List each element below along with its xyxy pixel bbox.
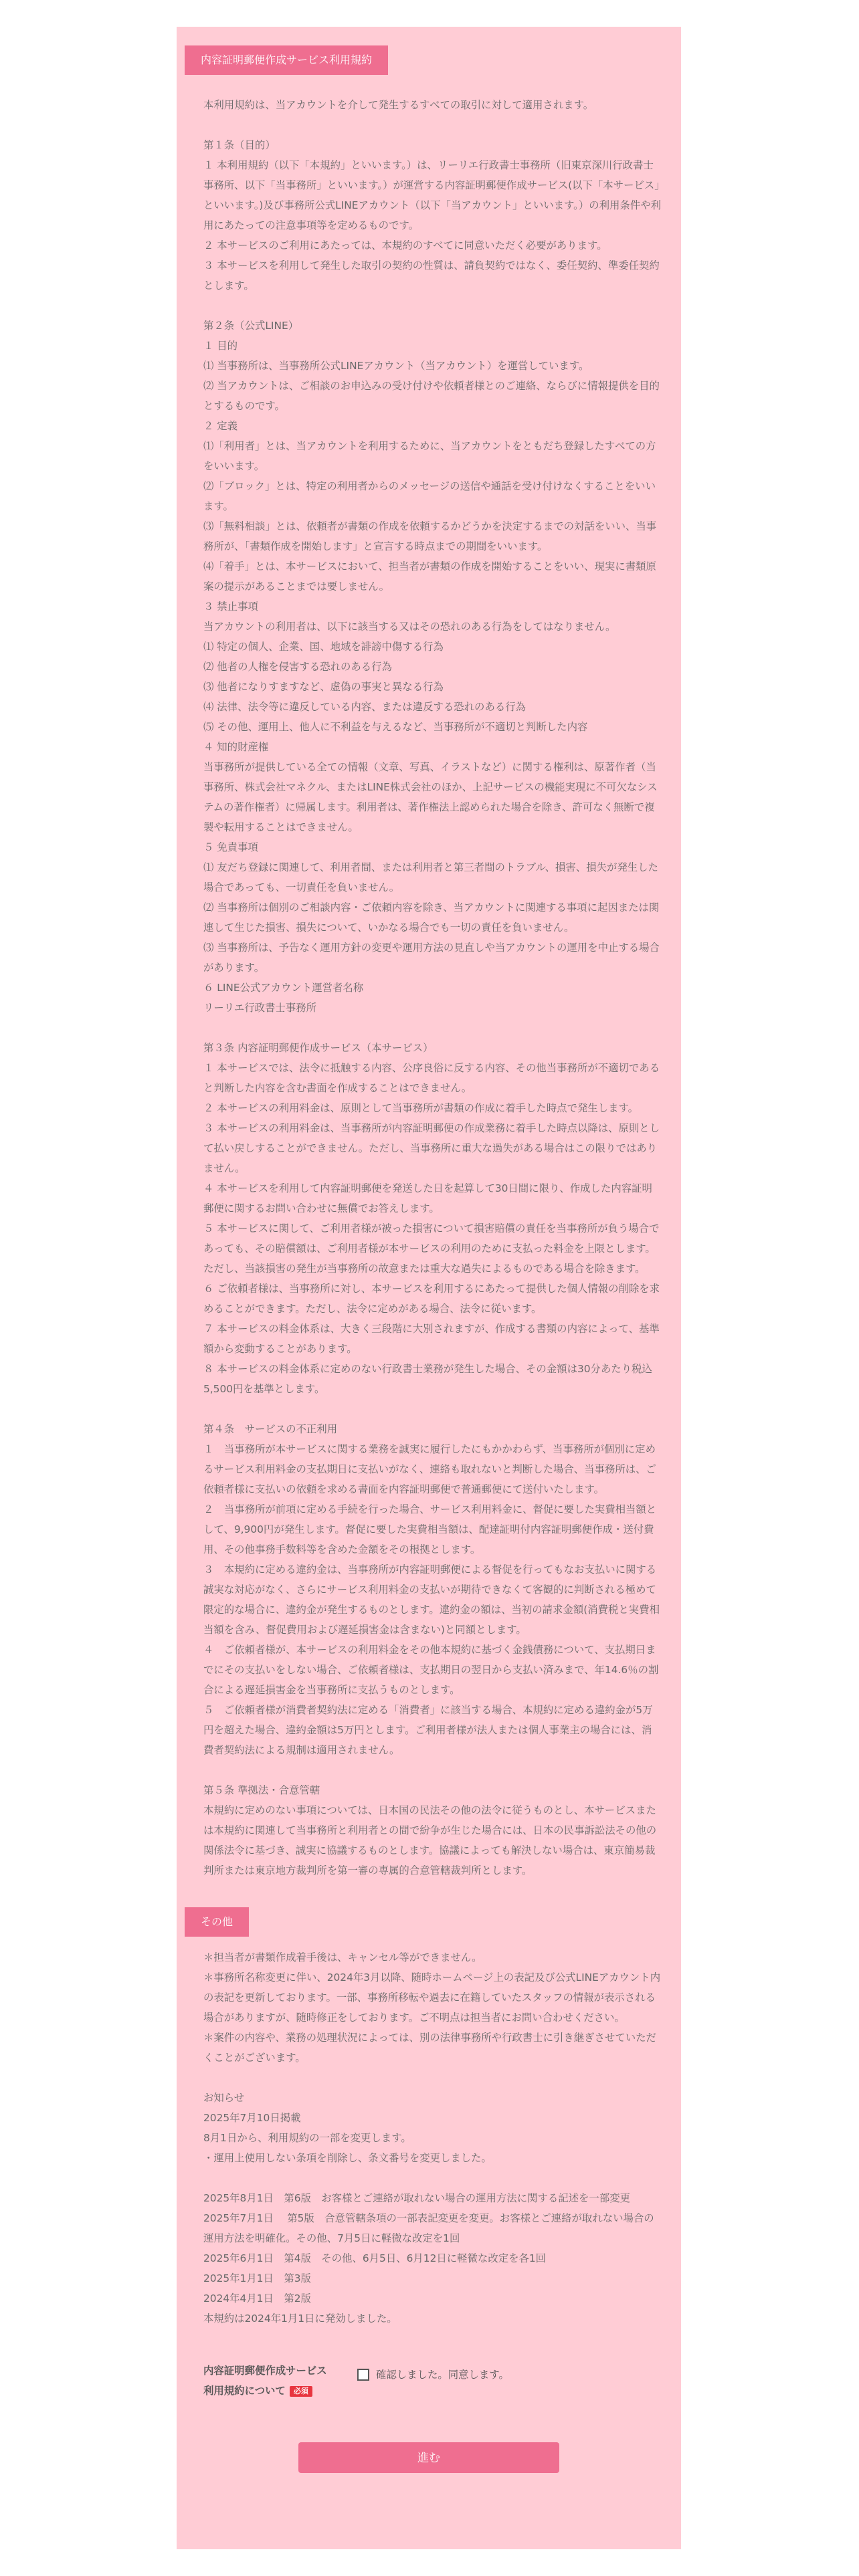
agree-checkbox[interactable] (357, 2369, 369, 2381)
paragraph-gap (203, 1399, 661, 1419)
agreement-row (177, 2361, 681, 2401)
paragraph: ＊担当者が書類作成着手後は、キャンセル等ができません。 (203, 1951, 482, 1963)
paragraph: ３ 本サービスを利用して発生した取引の契約の性質は、請負契約ではなく、委任契約、準委任契約とします。 (203, 259, 660, 292)
paragraph: 本規約は2024年1月1日に発効しました。 (203, 2313, 397, 2325)
paragraph: ６ ご依頼者様は、当事務所に対し、本サービスを利用するにあたって提供した個人情報の削除を求めることができます。ただし、法令に定めがある場合、法令に従います。 (203, 1283, 660, 1315)
submit-button[interactable]: 進む (298, 2442, 559, 2473)
paragraph: ２ 本サービスの利用料金は、原則として当事務所が書類の作成に着手した時点で発生します。 (203, 1102, 639, 1114)
paragraph: ２ 定義 (203, 420, 238, 432)
paragraph: ⑵ 当アカウントは、ご相談のお申込みの受け付けや依頼者様とのご連絡、ならびに情報提供を目的とするものです。 (203, 380, 660, 412)
paragraph: ⑵「ブロック」とは、特定の利用者からのメッセージの送信や通話を受け付けなくすることをいいます。 (203, 480, 656, 512)
paragraph: 2024年4月1日 第2版 (203, 2292, 311, 2304)
paragraph: 第４条 サービスの不正利用 (203, 1423, 338, 1435)
paragraph: ５ 免責事項 (203, 841, 258, 853)
paragraph: １ 当事務所が本サービスに関する業務を誠実に履行したにもかかわらず、当事務所が個別に定めるサービス利用料金の支払期日に支払いがなく、連絡も取れないと判断した場合、当事務所は、ご依頼者様に支払いの依頼を求める書面を内容証明郵便で普通郵便にて送付いたします。 (203, 1443, 656, 1495)
paragraph: ２ 当事務所が前項に定める手続を行った場合、サービス利用料金に、督促に要した実費相当額として、9,900円が発生します。督促に要した実費相当額は、配達証明付内容証明郵便作成・送付費用、その他事務手数料等を含めた金額をその根拠とします。 (203, 1503, 657, 1555)
paragraph: ＊案件の内容や、業務の処理状況によっては、別の法律事務所や行政書士に引き継ぎさせていただくことがございます。 (203, 2032, 656, 2064)
paragraph: ⑵ 当事務所は個別のご相談内容・ご依頼内容を除き、当アカウントに関連する事項に起因または関連して生じた損害、損失について、いかなる場合でも一切の責任を負いません。 (203, 901, 660, 934)
paragraph: １ 目的 (203, 340, 238, 352)
paragraph: ⑶「無料相談」とは、依頼者が書類の作成を依頼するかどうかを決定するまでの対話をいい、当事務所が、「書類作成を開始します」と宣言する時点までの期間をいいます。 (203, 520, 657, 552)
paragraph: ⑶ 当事務所は、予告なく運用方針の変更や運用方法の見直しや当アカウントの運用を中止する場合があります。 (203, 942, 660, 974)
paragraph: お知らせ (203, 2092, 245, 2104)
paragraph: ⑵ 他者の人権を侵害する恐れのある行為 (203, 661, 392, 673)
paragraph: 本利用規約は、当アカウントを介して発生するすべての取引に対して適用されます。 (203, 99, 594, 111)
paragraph: ３ 本サービスの利用料金は、当事務所が内容証明郵便の作成業務に着手した時点以降は、原則として払い戻しすることができません。ただし、当事務所に重大な過失がある場合はこの限りではありません。 (203, 1122, 660, 1174)
paragraph: 第２条（公式LINE） (203, 320, 299, 332)
agreement-label (203, 2361, 357, 2401)
paragraph: 2025年1月1日 第3版 (203, 2272, 311, 2284)
paragraph: ⑶ 他者になりすますなど、虚偽の事実と異なる行為 (203, 681, 444, 693)
paragraph: 本規約に定めのない事項については、日本国の民法その他の法令に従うものとし、本サービスまたは本規約に関連して当事務所と利用者との間で紛争が生じた場合には、日本の民事訴訟法その他の関係法令に基づき、誠実に協議するものとします。協議によっても解決しない場合は、東京簡易裁判所または東京地方裁判所を第一審の専属的合意管轄裁判所とします。 (203, 1804, 657, 1876)
paragraph-gap (203, 1018, 661, 1038)
paragraph: ⑸ その他、運用上、他人に不利益を与えるなど、当事務所が不適切と判断した内容 (203, 721, 588, 733)
paragraph: 2025年7月10日掲載 (203, 2112, 301, 2124)
agreement-label-line1: 内容証明郵便作成サービス (203, 2365, 327, 2377)
agree-checkbox-label[interactable] (357, 2365, 509, 2385)
paragraph-gap (203, 2168, 661, 2188)
other-body (177, 1947, 681, 2329)
terms-card (177, 27, 681, 2549)
paragraph: ⑷ 法律、法令等に違反している内容、または違反する恐れのある行為 (203, 701, 527, 713)
paragraph: 第３条 内容証明郵便作成サービス（本サービス） (203, 1042, 434, 1054)
paragraph: ２ 本サービスのご利用にあたっては、本規約のすべてに同意いただく必要があります。 (203, 239, 607, 251)
paragraph: ４ 本サービスを利用して内容証明郵便を発送した日を起算して30日間に限り、作成した内容証明郵便に関するお問い合わせに無償でお答えします。 (203, 1182, 652, 1214)
paragraph: 2025年6月1日 第4版 その他、6月5日、6月12日に軽微な改定を各1回 (203, 2252, 547, 2264)
paragraph: ５ 本サービスに関して、ご利用者様が被った損害について損害賠償の責任を当事務所が負う場合であっても、その賠償額は、ご利用者様が本サービスの利用のために支払った料金を上限とします。ただし、当該損害の発生が当事務所の故意または重大な過失によるものである場合を除きます。 (203, 1222, 660, 1275)
paragraph: ⑴ 特定の個人、企業、国、地域を誹謗中傷する行為 (203, 641, 444, 653)
paragraph: ３ 禁止事項 (203, 601, 258, 613)
paragraph: ⑷「着手」とは、本サービスにおいて、担当者が書類の作成を開始することをいい、現実に書類原案の提示があることまでは要しません。 (203, 560, 656, 593)
paragraph: ⑴「利用者」とは、当アカウントを利用するために、当アカウントをともだち登録したすべての方をいいます。 (203, 440, 656, 472)
paragraph: ３ 本規約に定める違約金は、当事務所が内容証明郵便による督促を行ってもなお支払いに関する誠実な対応がなく、さらにサービス利用料金の支払いが期待できなくて客観的に判断される極めて限定的な場合に、違約金が発生するものとします。違約金の額は、当初の請求金額(消費税と実費相当額を含み、督促費用および遅延損害金は含まない)と同額とします。 (203, 1564, 660, 1636)
paragraph: 第５条 準拠法・合意管轄 (203, 1784, 320, 1796)
paragraph-gap (203, 296, 661, 316)
other-heading: その他 (185, 1907, 249, 1937)
paragraph: ＊事務所名称変更に伴い、2024年3月以降、随時ホームページ上の表記及び公式LINEアカウント内の表記を更新しております。一部、事務所移転や過去に在籍していたスタッフの情報が表示される場合がありますが、随時修正をしております。ご不明点は担当者にお問い合わせください。 (203, 1971, 661, 2024)
paragraph: ・運用上使用しない条項を削除し、条文番号を変更しました。 (203, 2152, 492, 2164)
paragraph: １ 本利用規約（以下「本規約」といいます。）は、リーリエ行政書士事務所（旧東京深川行政書士事務所、以下「当事務所」といいます。）が運営する内容証明郵便作成サービス(以下「本サービス」といいます。)及び事務所公式LINEアカウント（以下「当アカウント」といいます。）の利用条件や利用にあたっての注意事項等を定めるものです。 (203, 159, 661, 231)
paragraph: 当アカウントの利用者は、以下に該当する又はその恐れのある行為をしてはなりません。 (203, 621, 616, 633)
paragraph: 8月1日から、利用規約の一部を変更します。 (203, 2132, 411, 2144)
terms-heading: 内容証明郵便作成サービス利用規約 (185, 45, 388, 75)
paragraph: ⑴ 当事務所は、当事務所公式LINEアカウント（当アカウント）を運営しています。 (203, 360, 589, 372)
paragraph-gap (203, 115, 661, 135)
terms-body (177, 95, 681, 1881)
paragraph: 第１条（目的） (203, 139, 276, 151)
paragraph: 当事務所が提供している全ての情報（文章、写真、イラストなど）に関する権利は、原著作者（当事務所、株式会社マネクル、またはLINE株式会社のほか、上記サービスの機能実現に不可欠なシステムの著作権者）に帰属します。利用者は、著作権法上認められた場合を除き、許可なく無断で複製や転用することはできません。 (203, 761, 658, 833)
paragraph: 2025年8月1日 第6版 お客様とご連絡が取れない場合の運用方法に関する記述を一部変更 (203, 2192, 630, 2204)
paragraph: ７ 本サービスの料金体系は、大きく三段階に大別されますが、作成する書類の内容によって、基準額から変動することがあります。 (203, 1323, 660, 1355)
paragraph: リーリエ行政書士事務所 (203, 1002, 316, 1014)
paragraph: ６ LINE公式アカウント運営者名称 (203, 982, 364, 994)
paragraph-gap (203, 1760, 661, 1780)
paragraph: ４ 知的財産権 (203, 741, 269, 753)
paragraph: ４ ご依頼者様が、本サービスの利用料金をその他本規約に基づく金銭債務について、支払期日までにその支払いをしない場合、ご依頼者様は、支払期日の翌日から支払い済みまで、年14.6％の割合による遅延損害金を当事務所に支払うものとします。 (203, 1644, 659, 1696)
paragraph: ５ ご依頼者様が消費者契約法に定める「消費者」に該当する場合、本規約に定める違約金が5万円を超えた場合、違約金額は5万円とします。ご利用者様が法人または個人事業主の場合には、消費者契約法による規制は適用されません。 (203, 1704, 653, 1756)
agree-checkbox-text: 確認しました。同意します。 (376, 2369, 509, 2381)
paragraph: １ 本サービスでは、法令に抵触する内容、公序良俗に反する内容、その他当事務所が不適切であると判断した内容を含む書面を作成することはできません。 (203, 1062, 660, 1094)
paragraph: ⑴ 友だち登録に関連して、利用者間、または利用者と第三者間のトラブル、損害、損失が発生した場合であっても、一切責任を負いません。 (203, 861, 658, 893)
agreement-label-line2: 利用規約について (203, 2385, 286, 2397)
paragraph: 2025年7月1日 第5版 合意管轄条項の一部表記変更を変更。お客様とご連絡が取れない場合の運用方法を明確化。その他、7月5日に軽微な改定を1回 (203, 2212, 654, 2244)
required-badge: 必須 (290, 2386, 312, 2397)
paragraph: ８ 本サービスの料金体系に定めのない行政書士業務が発生した場合、その金額は30分あたり税込5,500円を基準とします。 (203, 1363, 652, 1395)
paragraph-gap (203, 2068, 661, 2088)
